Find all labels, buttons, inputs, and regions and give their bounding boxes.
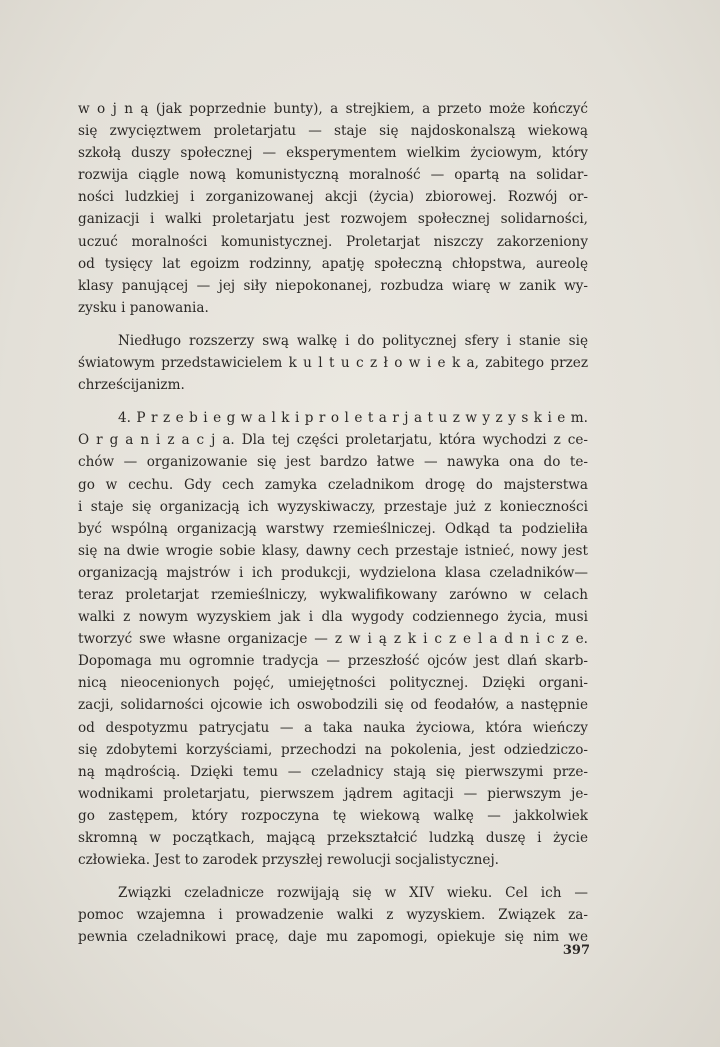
text-line: skromną w początkach, mającą przekształcić ludzką duszę i życie [78, 830, 588, 846]
text-line: nicą nieocenionych pojęć, umiejętności politycznej. Dzięki organi- [78, 675, 588, 692]
paragraph-3 [78, 407, 588, 871]
text-line: pomoc wzajemna i prowadzenie walki z wyzyskiem. Związek za- [78, 907, 588, 924]
text-line: organizacją majstrów i ich produkcji, wydzielona klasa czeladników— [78, 564, 588, 581]
text-line: od tysięcy lat egoizm rodzinny, apatję społeczną chłopstwa, aureolę [78, 255, 588, 272]
text-line: zacji, solidarności ojcowie ich oswobodzili się od feodałów, a następnie [78, 697, 588, 714]
paragraph-2 [78, 330, 588, 396]
text-line: rozwija ciągle nową komunistyczną moralność — opartą na solidar- [78, 167, 588, 184]
text-line: chrześcijanizm. [78, 377, 185, 394]
section-heading-line: 4. P r z e b i e g w a l k i p r o l e t a r j a t u z w y z y s k i e m. [118, 410, 588, 427]
text-line: szkołą duszy społecznej — eksperymentem wielkim życiowym, który [78, 145, 588, 162]
text-line: go zastępem, który rozpoczyna tę wiekową walkę — jakkolwiek [78, 807, 588, 824]
text-line: klasy panującej — jej siły niepokonanej, rozbudza wiarę w zanik wy- [78, 277, 588, 294]
text-line: ganizacji i walki proletarjatu jest rozwojem społecznej solidarności, [78, 211, 588, 228]
text-line: chów — organizowanie się jest bardzo łatwe — nawyka ona do te- [78, 454, 588, 471]
page-text [78, 98, 588, 948]
text-line: wodnikami proletarjatu, pierwszem jądrem agitacji — pierwszym je- [78, 785, 588, 802]
text-line: człowieka. Jest to zarodek przyszłej rewolucji socjalistycznej. [78, 852, 500, 869]
text-line: go w cechu. Gdy cech zamyka czeladnikom drogę do majsterstwa [78, 476, 588, 493]
page-number: 397 [562, 943, 590, 958]
text-line: się zwycięztwem proletarjatu — staje się najdoskonalszą wiekową [78, 123, 588, 140]
text-line: się na dwie wrogie sobie klasy, dawny cech przestaje istnieć, nowy jest [78, 542, 588, 559]
text-line: teraz proletarjat rzemieślniczy, wykwalifikowany zarówno w celach [78, 586, 588, 603]
text-line: i staje się organizacją ich wyzyskiwaczy, przestaje już z konieczności [78, 498, 588, 515]
paragraph-1 [78, 98, 588, 319]
text-line: Niedługo rozszerzy swą walkę i do politycznej sfery i stanie się [118, 332, 588, 349]
text-line: ną mądrością. Dzięki temu — czeladnicy stają się pierwszymi prze- [78, 763, 588, 780]
text-line: być wspólną organizacją warstwy rzemieślniczej. Odkąd ta podzieliła [78, 520, 588, 537]
text-line: się zdobytemi korzyściami, przechodzi na pokolenia, jest odziedziczo- [78, 741, 588, 758]
text-line: ności ludzkiej i zorganizowanej akcji (życia) zbiorowej. Rozwój or- [78, 189, 588, 206]
text-line: walki z nowym wyzyskiem jak i dla wygody codziennego życia, musi [78, 609, 588, 626]
text-line: od despotyzmu patrycjatu — a taka nauka życiowa, która wieńczy [78, 719, 588, 736]
text-line: Związki czeladnicze rozwijają się w XIV wieku. Cel ich — [118, 885, 588, 902]
text-line: zysku i panowania. [78, 299, 209, 316]
text-line: O r g a n i z a c j a. Dla tej części proletarjatu, która wychodzi z ce- [78, 432, 588, 449]
text-line: Dopomaga mu ogromnie tradycja — przeszłość ojców jest dlań skarb- [78, 653, 588, 670]
text-line: uczuć moralności komunistycznej. Proletarjat niszczy zakorzeniony [78, 233, 588, 250]
paragraph-4 [78, 882, 588, 948]
text-line: tworzyć swe własne organizacje — z w i ą z k i c z e l a d n i c z e. [78, 631, 588, 648]
text-line: w o j n ą (jak poprzednie bunty), a strejkiem, a przeto może kończyć [78, 101, 588, 117]
text-line: światowym przedstawicielem k u l t u c z ł o w i e k a, zabitego przez [78, 355, 588, 372]
text-line: pewnia czeladnikowi pracę, daje mu zapomogi, opiekuje się nim we [78, 929, 588, 946]
